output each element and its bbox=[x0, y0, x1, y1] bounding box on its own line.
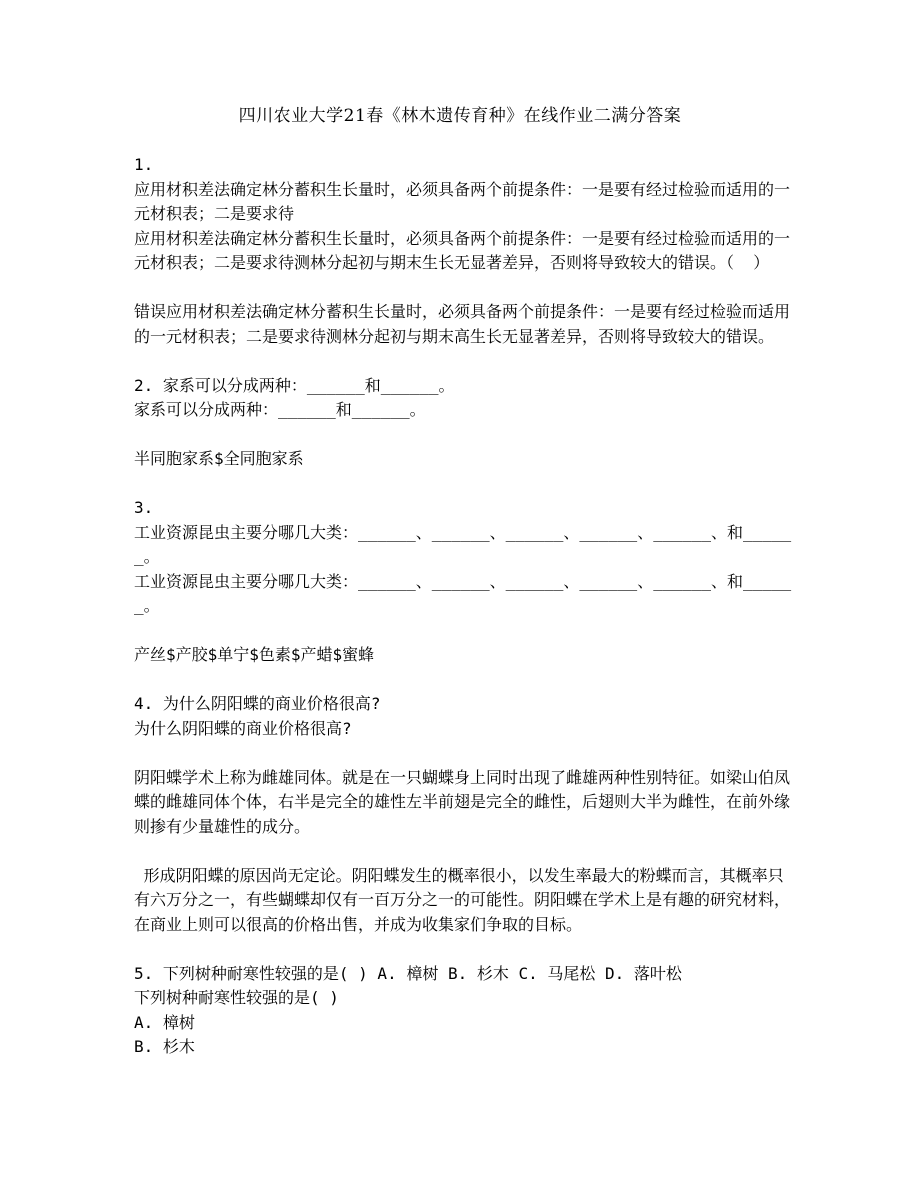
spacer bbox=[134, 276, 794, 301]
answer-text: 产丝$产胶$单宁$色素$产蜡$蜜蜂 bbox=[134, 645, 375, 664]
spacer bbox=[134, 472, 794, 497]
answer-text: 形成阴阳蝶的原因尚无定论。阴阳蝶发生的概率很小，以发生率最大的粉蝶而言，其概率只有六万分之一，有些蝴蝶却仅有一百万分之一的可能性。阴阳蝶在学术上是有趣的研究材料，在商业上则可以很高的价格出售，并成为收集家们争取的目标。 bbox=[134, 865, 791, 934]
question-list bbox=[134, 153, 794, 1060]
spacer bbox=[134, 839, 794, 864]
question-text: 工业资源昆虫主要分哪几大类：______、______、______、______、______、和______。 bbox=[134, 571, 792, 615]
spacer bbox=[134, 619, 794, 644]
question-text: 应用材积差法确定林分蓄积生长量时，必须具备两个前提条件：一是要有经过检验而适用的一元材积表；二是要求待测林分起初与期末生长无显著差异，否则将导致较大的错误。（ ） bbox=[134, 228, 791, 272]
question-text: 应用材积差法确定林分蓄积生长量时，必须具备两个前提条件：一是要有经过检验而适用的一元材积表；二是要求待 bbox=[134, 179, 791, 223]
spacer bbox=[134, 937, 794, 962]
spacer bbox=[134, 741, 794, 766]
answer-text: 阴阳蝶学术上称为雌雄同体。就是在一只蝴蝶身上同时出现了雌雄两种性别特征。如梁山伯凤蝶的雌雄同体个体，右半是完全的雄性左半前翅是完全的雌性，后翅则大半为雌性，在前外缘则掺有少量雄性的成分。 bbox=[134, 767, 791, 836]
option-text: B. 杉木 bbox=[134, 1037, 195, 1056]
spacer bbox=[134, 423, 794, 448]
question-text: 5. 下列树种耐寒性较强的是( ) A. 樟树 B. 杉木 C. 马尾松 D. 落叶松 bbox=[134, 963, 682, 983]
question-text: 家系可以分成两种：______和______。 bbox=[134, 400, 426, 419]
answer-text: 半同胞家系$全同胞家系 bbox=[134, 449, 304, 468]
question-text: 为什么阴阳蝶的商业价格很高? bbox=[134, 718, 352, 738]
spacer bbox=[134, 668, 794, 693]
answer-text: 错误应用材积差法确定林分蓄积生长量时，必须具备两个前提条件：一是要有经过检验而适用的一元材积表；二是要求待测林分起初与期末高生长无显著差异，否则将导致较大的错误。 bbox=[134, 302, 791, 346]
question-text: 4. 为什么阴阳蝶的商业价格很高? bbox=[134, 694, 381, 713]
page-title: 四川农业大学21春《林木遗传育种》在线作业二满分答案 bbox=[238, 106, 682, 126]
spacer bbox=[134, 349, 794, 374]
option-text: A. 樟树 bbox=[134, 1012, 195, 1032]
question-text: 工业资源昆虫主要分哪几大类：______、______、______、______、______、和______。 bbox=[134, 522, 792, 566]
question-text: 2. 家系可以分成两种：______和______。 bbox=[134, 375, 455, 395]
question-number: 1. bbox=[134, 155, 154, 174]
question-number: 3. bbox=[134, 498, 154, 517]
question-text: 下列树种耐寒性较强的是( ) bbox=[134, 988, 339, 1007]
